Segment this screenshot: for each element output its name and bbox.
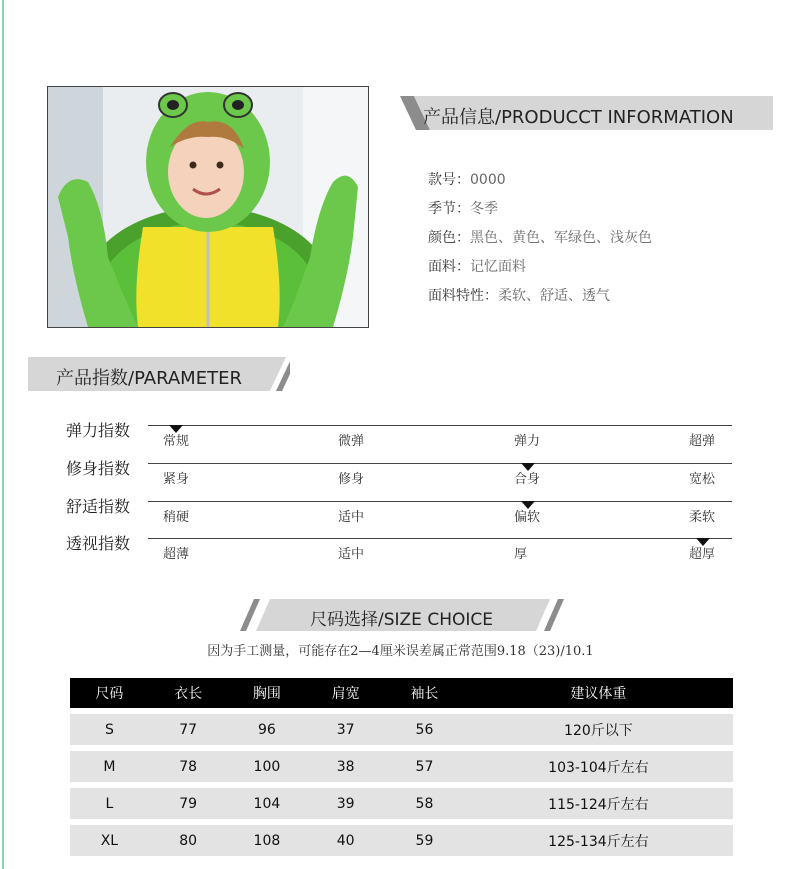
table-row <box>70 788 733 819</box>
table-cell: M <box>70 751 149 782</box>
param-row-fit <box>0 456 801 494</box>
col-header: 建议体重 <box>464 678 733 708</box>
table-cell: 80 <box>149 825 228 856</box>
size-choice-banner <box>240 599 564 631</box>
table-cell: 57 <box>385 751 464 782</box>
param-label: 稍硬 <box>163 510 190 525</box>
table-cell: 108 <box>228 825 307 856</box>
table-cell: 37 <box>306 714 385 745</box>
table-cell: 77 <box>149 714 228 745</box>
table-cell: 120斤以下 <box>464 714 733 745</box>
param-label: 柔软 <box>689 510 716 525</box>
param-label: 紧身 <box>163 472 190 487</box>
table-cell: S <box>70 714 149 745</box>
info-row-style-no: 款号：0000 <box>428 172 506 188</box>
info-row-fabric-feature: 面料特性：柔软、舒适、透气 <box>428 288 610 304</box>
product-info-title: 产品信息/PRODUCCT INFORMATION <box>423 107 734 128</box>
table-cell: 58 <box>385 788 464 819</box>
col-header: 尺码 <box>70 678 149 708</box>
param-row-comfort <box>0 494 801 532</box>
table-cell: 39 <box>306 788 385 819</box>
param-label: 合身 <box>514 472 541 487</box>
parameter-title: 产品指数/PARAMETER <box>56 368 242 389</box>
param-label: 超薄 <box>163 547 190 562</box>
table-cell: 103-104斤左右 <box>464 751 733 782</box>
param-label: 超厚 <box>689 547 716 562</box>
info-row-color: 颜色：黑色、黄色、军绿色、浅灰色 <box>428 230 652 246</box>
size-table <box>70 672 733 862</box>
col-header: 衣长 <box>149 678 228 708</box>
param-scale-line <box>148 538 732 539</box>
param-label: 修身 <box>338 472 365 487</box>
table-cell: XL <box>70 825 149 856</box>
table-row <box>70 751 733 782</box>
info-row-fabric: 面料：记忆面料 <box>428 259 526 275</box>
size-table-header <box>70 678 733 708</box>
param-row-elasticity <box>0 418 801 456</box>
col-header: 胸围 <box>228 678 307 708</box>
size-choice-title: 尺码选择/SIZE CHOICE <box>310 610 493 630</box>
param-label: 适中 <box>338 510 365 525</box>
param-scale-line <box>148 501 732 502</box>
table-cell: L <box>70 788 149 819</box>
param-label: 弹力 <box>514 434 541 449</box>
param-scale-line <box>148 425 732 426</box>
info-row-season: 季节：冬季 <box>428 201 498 217</box>
table-cell: 104 <box>228 788 307 819</box>
table-cell: 40 <box>306 825 385 856</box>
table-row <box>70 825 733 856</box>
param-label: 适中 <box>338 547 365 562</box>
table-cell: 115-124斤左右 <box>464 788 733 819</box>
param-name: 修身指数 <box>66 459 131 478</box>
col-header: 肩宽 <box>306 678 385 708</box>
table-cell: 125-134斤左右 <box>464 825 733 856</box>
param-scale-line <box>148 463 732 464</box>
col-header: 袖长 <box>385 678 464 708</box>
param-name: 弹力指数 <box>66 421 131 440</box>
table-cell: 96 <box>228 714 307 745</box>
param-label: 厚 <box>514 547 528 562</box>
product-info-banner <box>396 96 773 130</box>
product-info-list <box>428 170 652 315</box>
table-cell: 38 <box>306 751 385 782</box>
table-cell: 56 <box>385 714 464 745</box>
product-photo <box>47 86 369 328</box>
measurement-note: 因为手工测量，可能存在2—4厘米误差属正常范围9.18（23)/10.1 <box>207 644 594 659</box>
parameter-banner <box>28 357 290 391</box>
table-cell: 59 <box>385 825 464 856</box>
table-cell: 78 <box>149 751 228 782</box>
table-cell: 79 <box>149 788 228 819</box>
param-label: 宽松 <box>689 472 716 487</box>
param-label: 偏软 <box>514 510 541 525</box>
table-cell: 100 <box>228 751 307 782</box>
param-label: 微弹 <box>338 434 365 449</box>
param-row-transparency <box>0 531 801 569</box>
param-label: 超弹 <box>689 434 716 449</box>
param-label: 常规 <box>163 434 190 449</box>
param-name: 舒适指数 <box>66 497 131 516</box>
param-name: 透视指数 <box>66 534 131 553</box>
table-row <box>70 714 733 745</box>
